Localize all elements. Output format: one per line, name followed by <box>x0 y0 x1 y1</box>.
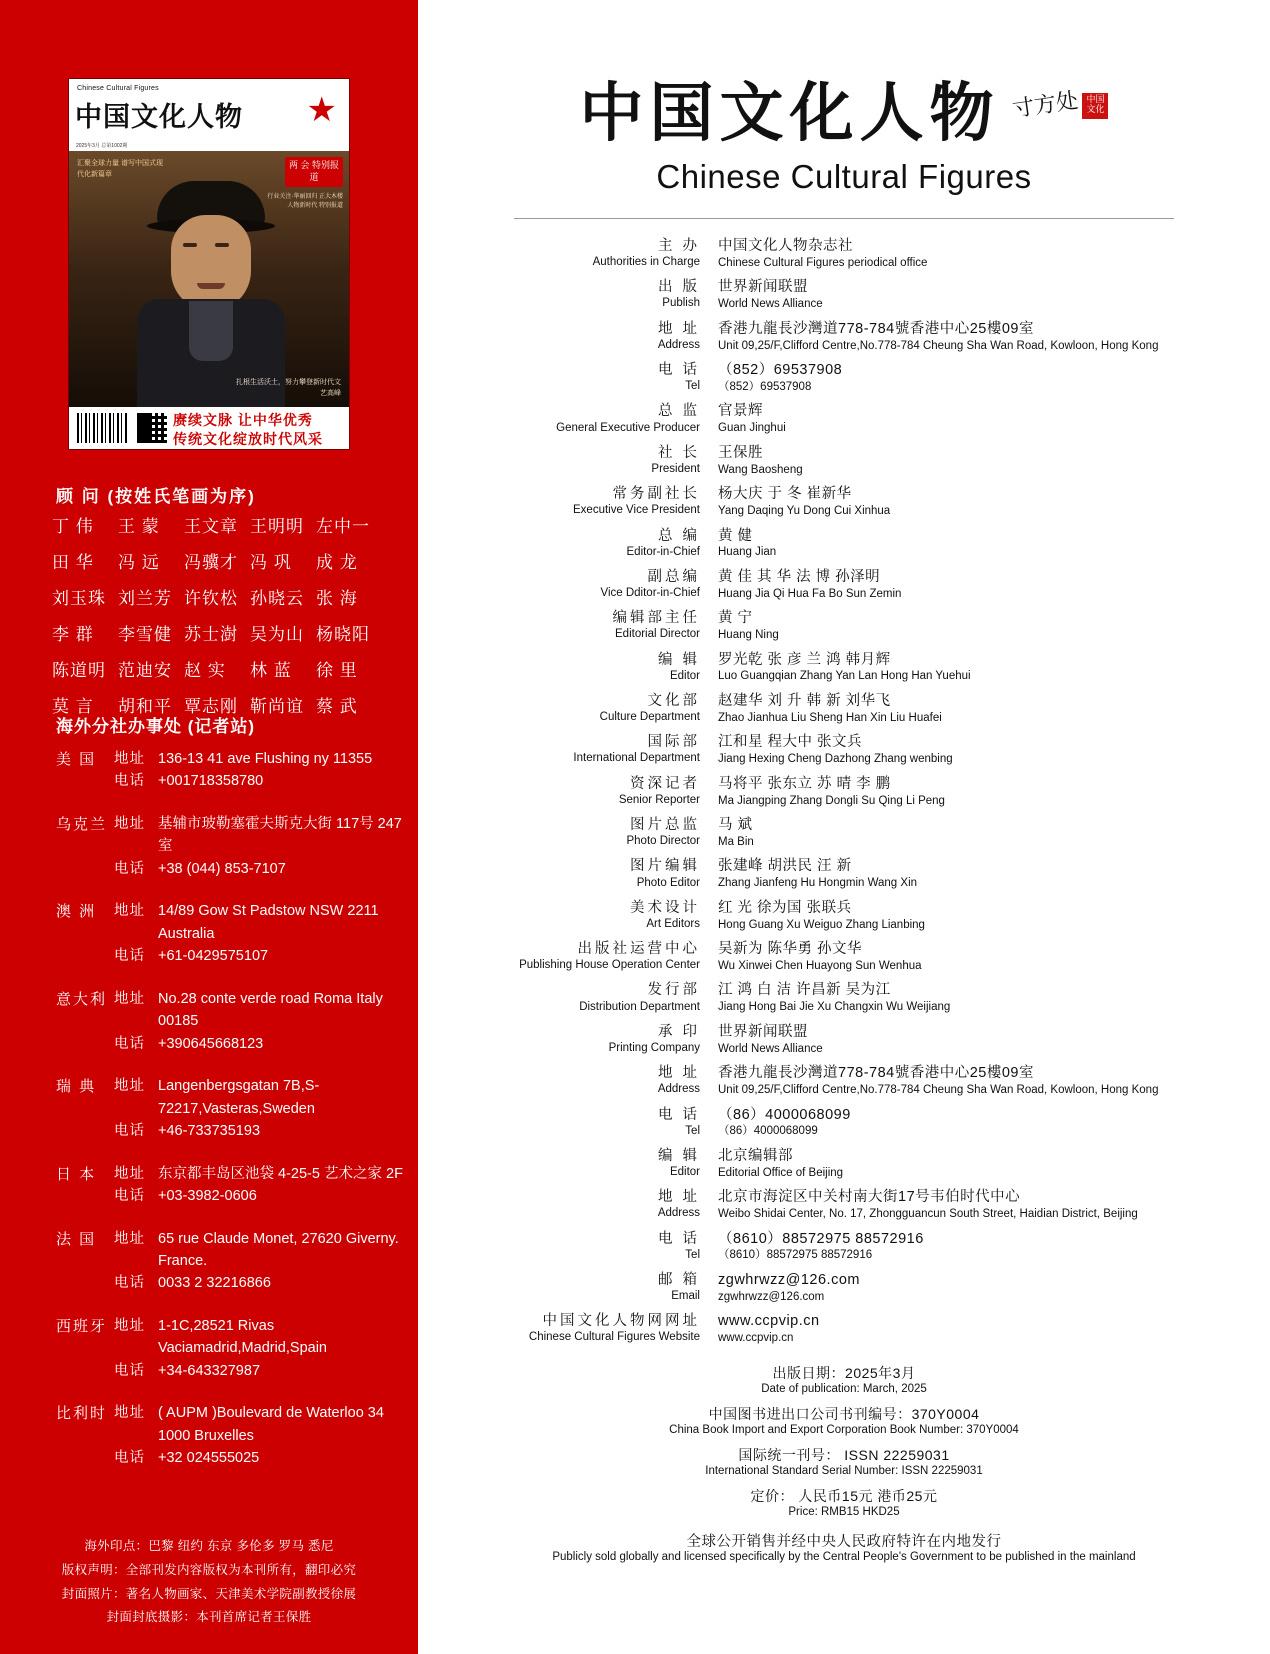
tel-label: 电话 <box>114 1035 145 1052</box>
info-value-cn: （86）4000068099 <box>718 1106 851 1123</box>
calligraphy-signature: 寸方处 <box>1010 88 1080 123</box>
tel-label: 电话 <box>114 1275 145 1292</box>
info-value-en: Luo Guangqian Zhang Yan Lan Hong Han Yuehui <box>718 670 971 683</box>
info-label-cn: 地 址 <box>657 320 700 337</box>
info-label-en: Authorities in Charge <box>592 256 700 269</box>
cover-photo <box>69 151 350 409</box>
info-value-cn: 罗光乾 张 彦 兰 鸿 韩月辉 <box>718 651 891 668</box>
advisor-name: 左中一 <box>316 517 370 536</box>
info-label-cn: 电 话 <box>657 362 700 379</box>
detail-en: Price: RMB15 HKD25 <box>788 1505 900 1518</box>
advisor-name: 莫 言 <box>52 697 94 716</box>
info-value-en: Huang Jian <box>718 546 777 559</box>
info-label-en: Editor <box>669 1166 700 1179</box>
tel-value: +03-3982-0606 <box>158 1188 257 1205</box>
address-label: 地址 <box>114 903 145 920</box>
masthead-divider <box>514 218 1174 219</box>
info-row <box>418 485 1270 519</box>
left-panel-footer <box>0 1535 418 1630</box>
info-label-cn: 编 辑 <box>657 651 700 668</box>
info-value-cn[interactable]: zgwhrwzz@126.com <box>718 1271 860 1288</box>
star-icon: ★ <box>306 91 337 129</box>
info-row <box>418 651 1270 685</box>
info-label-en: Distribution Department <box>579 1000 700 1013</box>
address-label: 地址 <box>114 1230 145 1247</box>
info-label-cn: 常务副社长 <box>612 486 700 503</box>
advisor-name: 许钦松 <box>184 589 238 608</box>
left-red-panel <box>0 0 418 1654</box>
publication-details <box>418 1363 1270 1563</box>
qr-code-icon <box>137 413 167 443</box>
info-value-cn: 黄 佳 其 华 法 博 孙泽明 <box>718 568 881 585</box>
advisor-name: 孙晓云 <box>250 589 304 608</box>
advisor-name: 徐 里 <box>316 661 358 680</box>
tel-label: 电话 <box>114 1188 145 1205</box>
info-value-en: World News Alliance <box>718 298 823 311</box>
tel-label: 电话 <box>114 1123 145 1140</box>
advisors-list <box>52 512 382 728</box>
info-row <box>418 444 1270 478</box>
tel-label: 电话 <box>114 1362 145 1379</box>
masthead-seal-group <box>1010 88 1108 123</box>
info-label-cn: 编 辑 <box>657 1147 700 1164</box>
info-value-en: Guan Jinghui <box>718 422 786 435</box>
info-label-en: Chinese Cultural Figures Website <box>528 1331 700 1344</box>
tel-label: 电话 <box>114 948 145 965</box>
detail-cn: 出版日期：2025年3月 <box>772 1364 916 1381</box>
cover-left-text: 汇聚全球力量 谱写中国式现代化新篇章 <box>77 160 163 178</box>
advisor-name: 冯骥才 <box>184 553 238 572</box>
advisors-row <box>52 656 382 681</box>
advisors-row <box>52 548 382 573</box>
address-label: 地址 <box>114 990 145 1007</box>
overseas-office-item <box>56 813 406 880</box>
info-value-en: Hong Guang Xu Weiguo Zhang Lianbing <box>718 918 925 931</box>
overseas-country: 西班牙 <box>56 1317 108 1335</box>
advisor-name: 冯 巩 <box>250 553 292 572</box>
info-label-en: Senior Reporter <box>618 793 700 806</box>
advisor-name: 陈道明 <box>52 661 106 680</box>
info-row <box>418 609 1270 643</box>
cover-chinese-title: 中国文化人物 <box>75 102 243 133</box>
info-value-cn: 杨大庆 于 冬 崔新华 <box>718 486 852 503</box>
info-label-cn: 图片编辑 <box>630 858 700 875</box>
cover-badge: 两 会 特别报道 <box>285 157 343 187</box>
info-value-en: Unit 09,25/F,Clifford Centre,No.778-784 Cheung Sha Wan Road, Kowloon, Hong Kong <box>718 339 1159 352</box>
overseas-office-item <box>56 1402 406 1469</box>
info-value-en: （8610）88572975 88572916 <box>718 1249 873 1262</box>
info-row <box>418 361 1270 395</box>
advisor-name: 胡和平 <box>118 697 172 716</box>
info-label-cn: 总 编 <box>657 527 700 544</box>
info-label-en: President <box>651 462 700 475</box>
info-value-en: （86）4000068099 <box>718 1125 818 1138</box>
info-value-en: Huang Ning <box>718 629 779 642</box>
advisor-name: 丁 伟 <box>52 517 94 536</box>
info-value-cn: 王保胜 <box>718 444 763 461</box>
tel-value: +34-643327987 <box>158 1362 261 1379</box>
info-value-cn: 北京编辑部 <box>718 1147 793 1164</box>
info-row <box>418 1188 1270 1222</box>
info-value-cn: 张建峰 胡洪民 汪 新 <box>718 858 852 875</box>
info-row <box>418 1147 1270 1181</box>
website-link-en[interactable]: www.ccpvip.cn <box>718 1332 794 1345</box>
info-row <box>418 1023 1270 1057</box>
advisor-name: 吴为山 <box>250 625 304 644</box>
address-label: 地址 <box>114 1317 145 1334</box>
info-row <box>418 1230 1270 1264</box>
notice-en: Publicly sold globally and licensed specifically by the Central People's Government to be published in the mainland <box>552 1550 1136 1563</box>
address-value: Langenbergsgatan 7B,S-72217,Vasteras,Sweden <box>158 1078 320 1117</box>
info-row <box>418 899 1270 933</box>
advisor-name: 苏士澍 <box>184 625 238 644</box>
info-label-cn: 国际部 <box>647 734 700 751</box>
cover-right-text: 行业关注·华丽回归 正大木楼人物新时代 特别报道 <box>267 194 343 209</box>
info-label-en: Address <box>657 1083 700 1096</box>
address-value: 东京都丰岛区池袋 4-25-5 艺术之家 2F <box>158 1165 403 1182</box>
info-row <box>418 402 1270 436</box>
info-label-cn: 中国文化人物网网址 <box>542 1313 700 1330</box>
distribution-notice <box>418 1530 1270 1563</box>
info-label-en: Executive Vice President <box>573 504 700 517</box>
publication-detail-item <box>418 1404 1270 1436</box>
info-label-cn: 文化部 <box>647 692 700 709</box>
advisors-row <box>52 584 382 609</box>
address-label: 地址 <box>114 815 145 832</box>
overseas-country: 日 本 <box>56 1165 97 1183</box>
info-label-cn: 地 址 <box>657 1065 700 1082</box>
info-value-cn: 吴新为 陈华勇 孙文华 <box>718 941 863 958</box>
info-value-cn: 香港九龍長沙灣道778-784號香港中心25樓09室 <box>718 320 1034 337</box>
info-value-en: Unit 09,25/F,Clifford Centre,No.778-784 Cheung Sha Wan Road, Kowloon, Hong Kong <box>718 1084 1159 1097</box>
advisor-name: 刘玉珠 <box>52 589 106 608</box>
info-label-en: Editorial Director <box>615 628 700 641</box>
info-label-cn: 邮 箱 <box>657 1271 700 1288</box>
masthead <box>418 0 1270 219</box>
tel-value: +32 024555025 <box>158 1450 260 1467</box>
info-label-en: Publishing House Operation Center <box>519 959 700 972</box>
cover-slogan-line1: 赓续文脉 让中华优秀 <box>173 412 313 428</box>
info-label-cn: 副总编 <box>647 568 700 585</box>
tel-value: +390645668123 <box>158 1035 264 1052</box>
address-value: 14/89 Gow St Padstow NSW 2211 Australia <box>158 903 379 942</box>
footer-line: 封面封底摄影：本刊首席记者王保胜 <box>106 1610 312 1625</box>
advisor-name: 蔡 武 <box>316 697 358 716</box>
info-label-en: Publish <box>662 297 700 310</box>
info-value-en: Wang Baosheng <box>718 463 803 476</box>
advisor-name: 覃志刚 <box>184 697 238 716</box>
address-value: 65 rue Claude Monet, 27620 Giverny. France. <box>158 1230 399 1269</box>
address-value: 136-13 41 ave Flushing ny 11355 <box>158 751 373 767</box>
info-label-cn: 总 监 <box>657 403 700 420</box>
advisors-row <box>52 512 382 537</box>
info-label-en: International Department <box>573 752 700 765</box>
info-label-cn: 图片总监 <box>630 817 700 834</box>
address-label: 地址 <box>114 1165 145 1182</box>
info-label-en: Address <box>657 338 700 351</box>
info-label-en: Editor <box>669 669 700 682</box>
cover-english-title: Chinese Cultural Figures <box>77 85 159 92</box>
info-row <box>418 857 1270 891</box>
overseas-offices-title: 海外分社办事处 (记者站) <box>56 717 256 736</box>
overseas-offices-list <box>56 748 406 1490</box>
cover-slogan-line2: 传统文化绽放时代风采 <box>173 430 323 447</box>
overseas-office-item <box>56 1228 406 1295</box>
info-value-en: Weibo Shidai Center, No. 17, Zhongguancun South Street, Haidian District, Beijing <box>718 1208 1138 1221</box>
footer-line: 封面照片：著名人物画家、天津美术学院副教授徐展 <box>61 1586 357 1601</box>
address-value: 1-1C,28521 Rivas Vaciamadrid,Madrid,Spain <box>158 1317 327 1357</box>
detail-en: China Book Import and Export Corporation Book Number: 370Y0004 <box>669 1423 1019 1436</box>
info-value-cn: 马将平 张东立 苏 晴 李 鹏 <box>718 775 891 792</box>
info-label-en: Editor-in-Chief <box>626 545 700 558</box>
tel-value: +38 (044) 853-7107 <box>158 860 286 877</box>
overseas-office-item <box>56 1075 406 1142</box>
overseas-office-item <box>56 1315 406 1382</box>
advisor-name: 王 蒙 <box>118 517 160 536</box>
advisors-title: 顾 问 (按姓氏笔画为序) <box>56 487 256 506</box>
detail-cn: 国际统一刊号： ISSN 22259031 <box>738 1446 950 1463</box>
address-value: 基辅市玻勒塞霍夫斯克大街 117号 247室 <box>158 815 402 855</box>
info-label-cn: 承 印 <box>657 1023 700 1040</box>
info-label-cn: 电 话 <box>657 1106 700 1123</box>
address-value: No.28 conte verde road Roma Italy 00185 <box>158 990 383 1030</box>
info-label-en: General Executive Producer <box>556 421 700 434</box>
info-label-en: Photo Editor <box>636 876 700 889</box>
footer-line: 版权声明：全部刊发内容版权为本刊所有，翻印必究 <box>61 1562 357 1577</box>
info-label-cn: 地 址 <box>657 1189 700 1206</box>
detail-en: International Standard Serial Number: ISSN 22259031 <box>705 1464 983 1477</box>
address-label: 地址 <box>114 1078 145 1095</box>
advisor-name: 王文章 <box>184 517 238 536</box>
info-value-en: （852）69537908 <box>718 380 812 393</box>
info-label-en: Art Editors <box>646 917 700 930</box>
info-label-cn: 美术设计 <box>630 899 700 916</box>
info-row <box>418 816 1270 850</box>
overseas-office-item <box>56 988 406 1055</box>
info-row <box>418 237 1270 271</box>
detail-cn: 定价： 人民币15元 港币25元 <box>750 1487 938 1504</box>
info-row <box>418 733 1270 767</box>
info-value-cn: （8610）88572975 88572916 <box>718 1230 924 1247</box>
publication-detail-item <box>418 1486 1270 1518</box>
publication-detail-item <box>418 1445 1270 1477</box>
info-value-cn: 世界新闻联盟 <box>718 1023 808 1040</box>
info-row <box>418 981 1270 1015</box>
info-value-en: Ma Bin <box>718 835 754 848</box>
info-value-en: Chinese Cultural Figures periodical office <box>718 256 928 269</box>
info-value-en: Ma Jiangping Zhang Dongli Su Qing Li Peng <box>718 794 945 807</box>
info-value-cn: 红 光 徐为国 张联兵 <box>718 899 852 916</box>
info-label-cn: 出 版 <box>657 279 700 296</box>
address-label: 地址 <box>114 1405 145 1422</box>
info-value-cn: 中国文化人物杂志社 <box>718 238 853 254</box>
info-label-cn: 社 长 <box>657 444 700 461</box>
info-value-en: Huang Jia Qi Hua Fa Bo Sun Zemin <box>718 587 902 600</box>
overseas-country: 比利时 <box>56 1405 108 1423</box>
advisor-name: 范迪安 <box>118 661 172 680</box>
info-label-en: Tel <box>685 380 700 393</box>
overseas-office-item <box>56 1163 406 1208</box>
address-label: 地址 <box>114 751 145 767</box>
advisor-name: 王明明 <box>250 517 304 536</box>
masthead-chinese-title: 中国文化人物 <box>579 76 1000 151</box>
info-label-en: Address <box>657 1207 700 1220</box>
advisors-row <box>52 620 382 645</box>
tel-label: 电话 <box>114 773 145 790</box>
info-label-en: Vice Dditor-in-Chief <box>600 587 700 599</box>
advisor-name: 林 蓝 <box>250 661 292 680</box>
info-row <box>418 1271 1270 1305</box>
overseas-country: 瑞 典 <box>56 1078 97 1096</box>
website-link-cn[interactable]: www.ccpvip.cn <box>718 1313 820 1330</box>
tel-value: 0033 2 32216866 <box>158 1275 271 1292</box>
info-row <box>418 320 1270 354</box>
tel-value: +61-0429575107 <box>158 948 269 965</box>
overseas-country: 意大利 <box>56 990 108 1008</box>
info-value-cn: 世界新闻联盟 <box>718 279 808 296</box>
info-value-en: Jiang Hong Bai Jie Xu Changxin Wu Weijiang <box>718 1001 951 1014</box>
advisor-name: 田 华 <box>52 553 94 572</box>
info-value-en: Yang Daqing Yu Dong Cui Xinhua <box>718 505 891 517</box>
advisor-name: 李 群 <box>52 625 94 644</box>
info-label-en: Tel <box>685 1124 700 1137</box>
info-row <box>418 692 1270 726</box>
info-label-en: Photo Director <box>626 835 700 848</box>
info-label-cn: 编辑部主任 <box>612 610 700 627</box>
info-value-en: Wu Xinwei Chen Huayong Sun Wenhua <box>718 959 922 972</box>
info-row <box>418 568 1270 602</box>
masthead-english-title: Chinese Cultural Figures <box>656 158 1032 195</box>
red-seal-icon: 中国文化 <box>1082 93 1108 119</box>
info-value-en: Jiang Hexing Cheng Dazhong Zhang wenbing <box>718 753 953 766</box>
info-label-cn: 主 办 <box>657 238 700 254</box>
tel-value: +001718358780 <box>158 773 264 790</box>
info-label-en: Printing Company <box>608 1041 700 1054</box>
overseas-country: 美 国 <box>56 751 97 768</box>
info-row <box>418 527 1270 561</box>
info-value-cn: 黄 宁 <box>718 610 753 627</box>
cover-caption: 扎根生活沃土，努力攀登新时代文艺高峰 <box>236 378 341 397</box>
info-value-cn: 江 鸿 白 洁 许昌新 吴为江 <box>718 982 891 999</box>
cover-footer <box>69 407 350 449</box>
tel-label: 电话 <box>114 1450 145 1467</box>
notice-cn: 全球公开销售并经中央人民政府特许在内地发行 <box>686 1533 1002 1550</box>
info-value-cn: 赵建华 刘 升 韩 新 刘华飞 <box>718 692 891 709</box>
overseas-office-item <box>56 900 406 967</box>
advisor-name: 靳尚谊 <box>250 697 304 716</box>
info-label-cn: 电 话 <box>657 1230 700 1247</box>
info-label-cn: 发行部 <box>647 982 700 999</box>
cover-dateline: 2025年3月 总第1002期 <box>76 143 128 149</box>
info-label-en: Culture Department <box>599 711 700 724</box>
info-value-en: Zhang Jianfeng Hu Hongmin Wang Xin <box>718 877 918 890</box>
advisor-name: 刘兰芳 <box>118 589 172 608</box>
info-value-cn: 北京市海淀区中关村南大街17号韦伯时代中心 <box>718 1189 1021 1206</box>
info-row <box>418 1106 1270 1140</box>
magazine-cover-image <box>68 78 350 450</box>
advisor-name: 冯 远 <box>118 553 160 572</box>
info-value-en[interactable]: zgwhrwzz@126.com <box>718 1290 825 1303</box>
publication-detail-item <box>418 1363 1270 1395</box>
info-label-cn: 出版社运营中心 <box>577 941 700 958</box>
info-row <box>418 278 1270 312</box>
cover-portrait-illustration <box>131 181 291 409</box>
info-value-cn: 香港九龍長沙灣道778-784號香港中心25樓09室 <box>718 1065 1034 1082</box>
advisor-name: 杨晓阳 <box>316 625 370 644</box>
info-row <box>418 775 1270 809</box>
info-value-en: Zhao Jianhua Liu Sheng Han Xin Liu Huafei <box>718 711 942 724</box>
cover-slogan <box>173 411 345 449</box>
colophon-info-list <box>418 237 1270 1347</box>
overseas-country: 乌克兰 <box>56 815 108 833</box>
detail-en: Date of publication: March, 2025 <box>761 1382 927 1395</box>
info-value-cn: 马 斌 <box>718 817 753 834</box>
tel-value: +46-733735193 <box>158 1123 261 1140</box>
overseas-country: 法 国 <box>56 1230 97 1248</box>
detail-cn: 中国图书进出口公司书刊编号：370Y0004 <box>708 1405 980 1422</box>
barcode-icon <box>77 413 129 443</box>
info-value-cn: 黄 健 <box>718 527 753 544</box>
address-value: ( AUPM )Boulevard de Waterloo 34 1000 Bruxelles <box>158 1405 384 1444</box>
info-value-en: Editorial Office of Beijing <box>718 1166 844 1179</box>
footer-line: 海外印点：巴黎 纽约 东京 多伦多 罗马 悉尼 <box>84 1539 334 1553</box>
info-label-cn: 资深记者 <box>630 775 700 792</box>
info-value-cn: （852）69537908 <box>718 362 843 379</box>
right-colophon-panel <box>418 0 1270 1654</box>
tel-label: 电话 <box>114 860 145 877</box>
advisor-name: 赵 实 <box>184 661 226 680</box>
cover-header <box>69 79 349 151</box>
info-row <box>418 940 1270 974</box>
info-row <box>418 1312 1270 1346</box>
overseas-country: 澳 洲 <box>56 903 97 921</box>
overseas-office-item <box>56 748 406 793</box>
info-label-en: Email <box>671 1290 700 1303</box>
info-value-cn: 官景辉 <box>718 403 763 420</box>
info-row <box>418 1064 1270 1098</box>
info-value-en: World News Alliance <box>718 1042 823 1055</box>
info-value-cn: 江和星 程大中 张文兵 <box>718 734 863 751</box>
advisor-name: 张 海 <box>316 589 358 608</box>
advisor-name: 李雪健 <box>118 625 172 644</box>
info-label-en: Tel <box>685 1248 700 1261</box>
advisor-name: 成 龙 <box>316 553 358 572</box>
